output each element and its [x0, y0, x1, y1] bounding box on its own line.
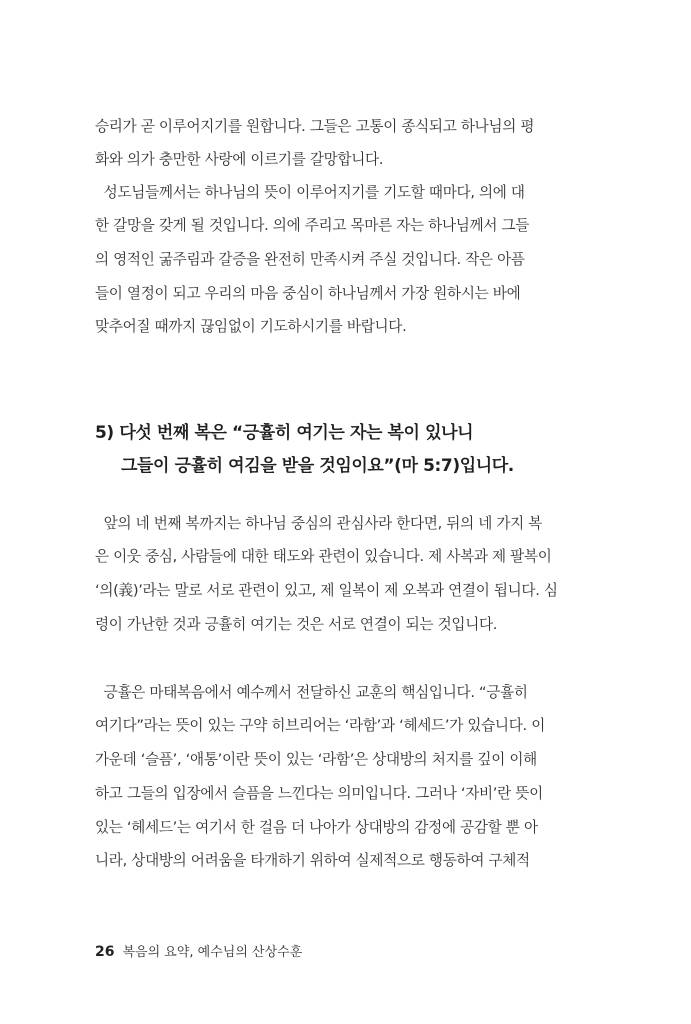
- section-heading-line-2: 그들이 긍휼히 여김을 받을 것임이요”(마 5:7)입니다.: [121, 456, 514, 476]
- paragraph-3-line-3: ‘의(義)’라는 말로 서로 관련이 있고, 제 일복이 제 오복과 연결이 됩니다. 심: [95, 582, 558, 599]
- paragraph-4-line-6: 니라, 상대방의 어려움을 타개하기 위하여 실제적으로 행동하여 구체적: [95, 852, 530, 869]
- paragraph-2-line-5: 맞추어질 때까지 끊임없이 기도하시기를 바랍니다.: [95, 318, 407, 335]
- paragraph-3-line-1: 앞의 네 번째 복까지는 하나님 중심의 관심사라 한다면, 뒤의 네 가지 복: [95, 515, 543, 532]
- running-title: 복음의 요약, 예수님의 산상수훈: [122, 945, 303, 960]
- paragraph-2-line-3: 의 영적인 굶주림과 갈증을 완전히 만족시켜 주실 것입니다. 작은 아픔: [95, 251, 525, 268]
- page-number: 26: [95, 944, 115, 960]
- paragraph-3-line-4: 령이 가난한 것과 긍휼히 여기는 것은 서로 연결이 되는 것입니다.: [95, 616, 498, 633]
- paragraph-1-line-2: 화와 의가 충만한 사랑에 이르기를 갈망합니다.: [95, 151, 384, 168]
- paragraph-3-line-2: 은 이웃 중심, 사람들에 대한 태도와 관련이 있습니다. 제 사복과 제 팔복이: [95, 548, 552, 565]
- paragraph-4-line-4: 하고 그들의 입장에서 슬픔을 느낀다는 의미입니다. 그러나 ‘자비’란 뜻이: [95, 785, 543, 802]
- paragraph-1-line-1: 승리가 곧 이루어지기를 원합니다. 그들은 고통이 종식되고 하나님의 평: [95, 118, 535, 135]
- section-heading-line-1: 5) 다섯 번째 복은 “긍휼히 여기는 자는 복이 있나니: [95, 423, 474, 443]
- paragraph-4-line-1: 긍휼은 마태복음에서 예수께서 전달하신 교훈의 핵심입니다. “긍휼히: [95, 684, 528, 701]
- paragraph-2-line-2: 한 갈망을 갖게 될 것입니다. 의에 주리고 목마른 자는 하나님께서 그들: [95, 217, 530, 234]
- paragraph-4-line-2: 여기다”라는 뜻이 있는 구약 히브리어는 ‘라함’과 ‘헤세드’가 있습니다. 이: [95, 717, 546, 734]
- page-footer: [95, 943, 302, 962]
- paragraph-4-line-3: 가운데 ‘슬픔’, ‘애통’이란 뜻이 있는 ‘라함’은 상대방의 처지를 깊이 이해: [95, 751, 537, 768]
- paragraph-4-line-5: 있는 ‘헤세드’는 여기서 한 걸음 더 나아가 상대방의 감정에 공감할 뿐 아: [95, 819, 538, 836]
- paragraph-2-line-1: 성도님들께서는 하나님의 뜻이 이루어지기를 기도할 때마다, 의에 대: [95, 184, 525, 201]
- paragraph-2-line-4: 들이 열정이 되고 우리의 마음 중심이 하나님께서 가장 원하시는 바에: [95, 285, 521, 302]
